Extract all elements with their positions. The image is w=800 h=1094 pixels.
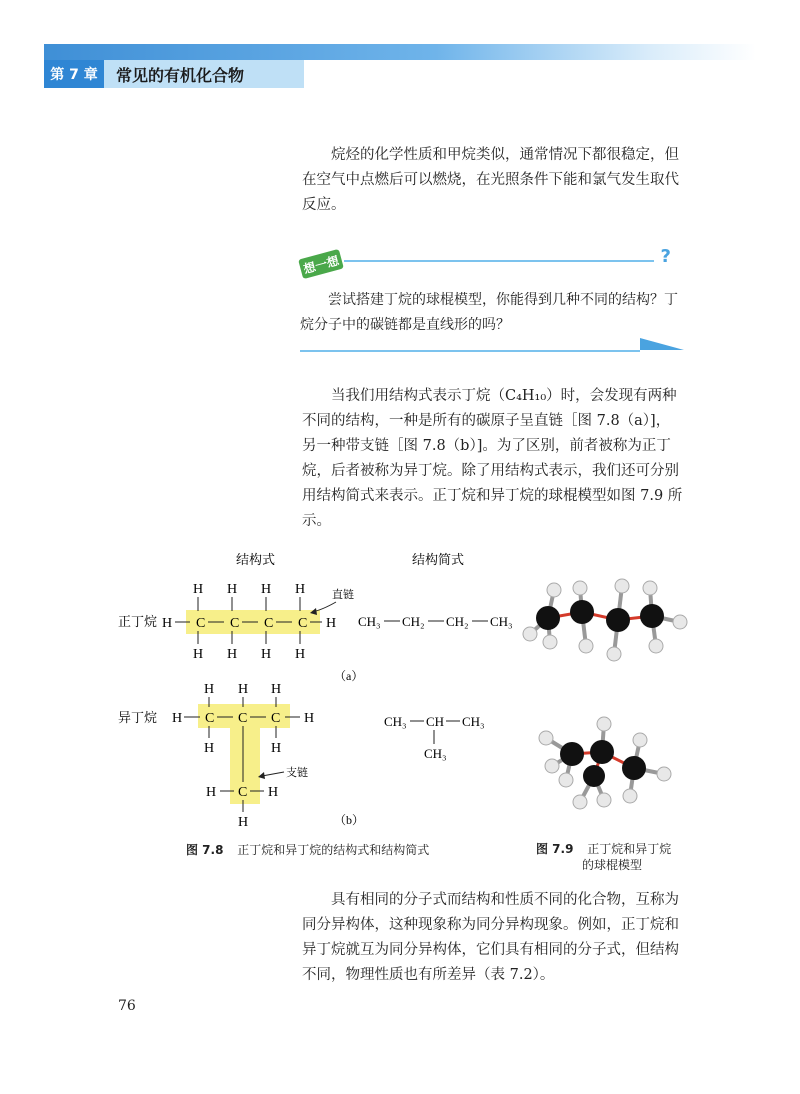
caption-7-9 (536, 841, 671, 873)
caption-7-9-number: 图 7.9 (536, 842, 574, 856)
header-bar (44, 44, 756, 60)
condensed-group: CH₂ (402, 614, 425, 629)
atom-c: C (238, 785, 248, 800)
chapter-number: 第 7 章 (44, 60, 104, 88)
atom-h: H (227, 647, 238, 662)
atom-h: H (162, 616, 173, 631)
condensed-group: CH (426, 714, 445, 729)
atom-h: H (172, 711, 183, 726)
isobutane-condensed (384, 714, 485, 761)
atom-h: H (193, 647, 204, 662)
sub-label-a: （a） (334, 669, 364, 683)
atom-h: H (304, 711, 315, 726)
atom-h: H (295, 582, 306, 597)
atom-h: H (238, 815, 249, 830)
atom-h: H (261, 647, 272, 662)
think-bottom-line (300, 350, 640, 352)
atom-h: H (238, 682, 249, 697)
col-structural-label: 结构式 (236, 553, 276, 568)
atom-c: C (271, 711, 281, 726)
n-butane-label: 正丁烷 (118, 615, 158, 630)
atom-h: H (326, 616, 337, 631)
caption-7-9-text-1: 正丁烷和异丁烷 (587, 842, 672, 856)
atom-h: H (271, 741, 282, 756)
isobutane-ball-stick-model (539, 717, 671, 809)
atom-c: C (230, 616, 240, 631)
condensed-group: CH₃ (358, 614, 381, 629)
atom-h: H (204, 741, 215, 756)
branch-chain-label: 支链 (286, 766, 308, 779)
condensed-group: CH₃ (384, 714, 407, 729)
think-box (300, 244, 685, 356)
atom-h: H (268, 785, 279, 800)
paragraph-3: 具有相同的分子式而结构和性质不同的化合物，互称为同分异构体，这种现象称为同分异构现象。例如，正丁烷和异丁烷就互为同分异构体，它们具有相同的分子式，但结构不同，物理性质也有所差异（表 7.2）。 (302, 892, 679, 983)
straight-chain-label: 直链 (332, 588, 354, 601)
isobutane-structure (172, 682, 314, 830)
arrow-icon (640, 338, 684, 350)
think-text: 尝试搭建丁烷的球棍模型，你能得到几种不同的结构？丁烷分子中的碳链都是直线形的吗？ (300, 292, 678, 333)
isobutane-label: 异丁烷 (118, 711, 158, 726)
question-mark-icon: ? (660, 246, 671, 267)
atom-h: H (295, 647, 306, 662)
page-number: 76 (118, 998, 136, 1014)
n-butane-condensed (358, 614, 513, 629)
condensed-group: CH₂ (446, 614, 469, 629)
atom-h: H (193, 582, 204, 597)
atom-h: H (204, 682, 215, 697)
chapter-header (44, 60, 304, 88)
col-condensed-label: 结构简式 (412, 553, 465, 568)
n-butane-structure (162, 582, 336, 662)
atom-h: H (206, 785, 217, 800)
chapter-title: 常见的有机化合物 (104, 60, 304, 88)
atom-c: C (238, 711, 248, 726)
atom-c: C (264, 616, 274, 631)
paragraph-2: 当我们用结构式表示丁烷（C₄H₁₀）时，会发现有两种不同的结构，一种是所有的碳原子呈直链［图 7.8（a）]，另一种带支链［图 7.8（b）]。为了区别，前者被称为正丁烷，后者被称为异丁烷。除了用结构式表示，我们还可分别用结构简式来表示。正丁烷和异丁烷的球棍模型如图 7.9 所示。 (302, 388, 683, 529)
atom-c: C (205, 711, 215, 726)
figure-7-8-7-9 (0, 540, 800, 870)
caption-7-9-text-2: 的球棍模型 (582, 858, 643, 872)
caption-7-8-number: 图 7.8 (186, 843, 224, 857)
atom-h: H (227, 582, 238, 597)
paragraph-1: 烷烃的化学性质和甲烷类似，通常情况下都很稳定，但在空气中点燃后可以燃烧，在光照条件下能和氯气发生取代反应。 (302, 147, 679, 213)
atom-c: C (196, 616, 206, 631)
n-butane-ball-stick-model (523, 579, 687, 661)
caption-7-8-text: 正丁烷和异丁烷的结构式和结构简式 (237, 843, 430, 857)
condensed-group: CH₃ (490, 614, 513, 629)
sub-label-b: （b） (334, 813, 365, 827)
think-top-line (344, 260, 654, 262)
caption-7-8 (186, 841, 429, 858)
condensed-group: CH₃ (424, 746, 447, 761)
atom-c: C (298, 616, 308, 631)
atom-h: H (271, 682, 282, 697)
think-badge: 想一想 (298, 249, 344, 279)
atom-h: H (261, 582, 272, 597)
condensed-group: CH₃ (462, 714, 485, 729)
